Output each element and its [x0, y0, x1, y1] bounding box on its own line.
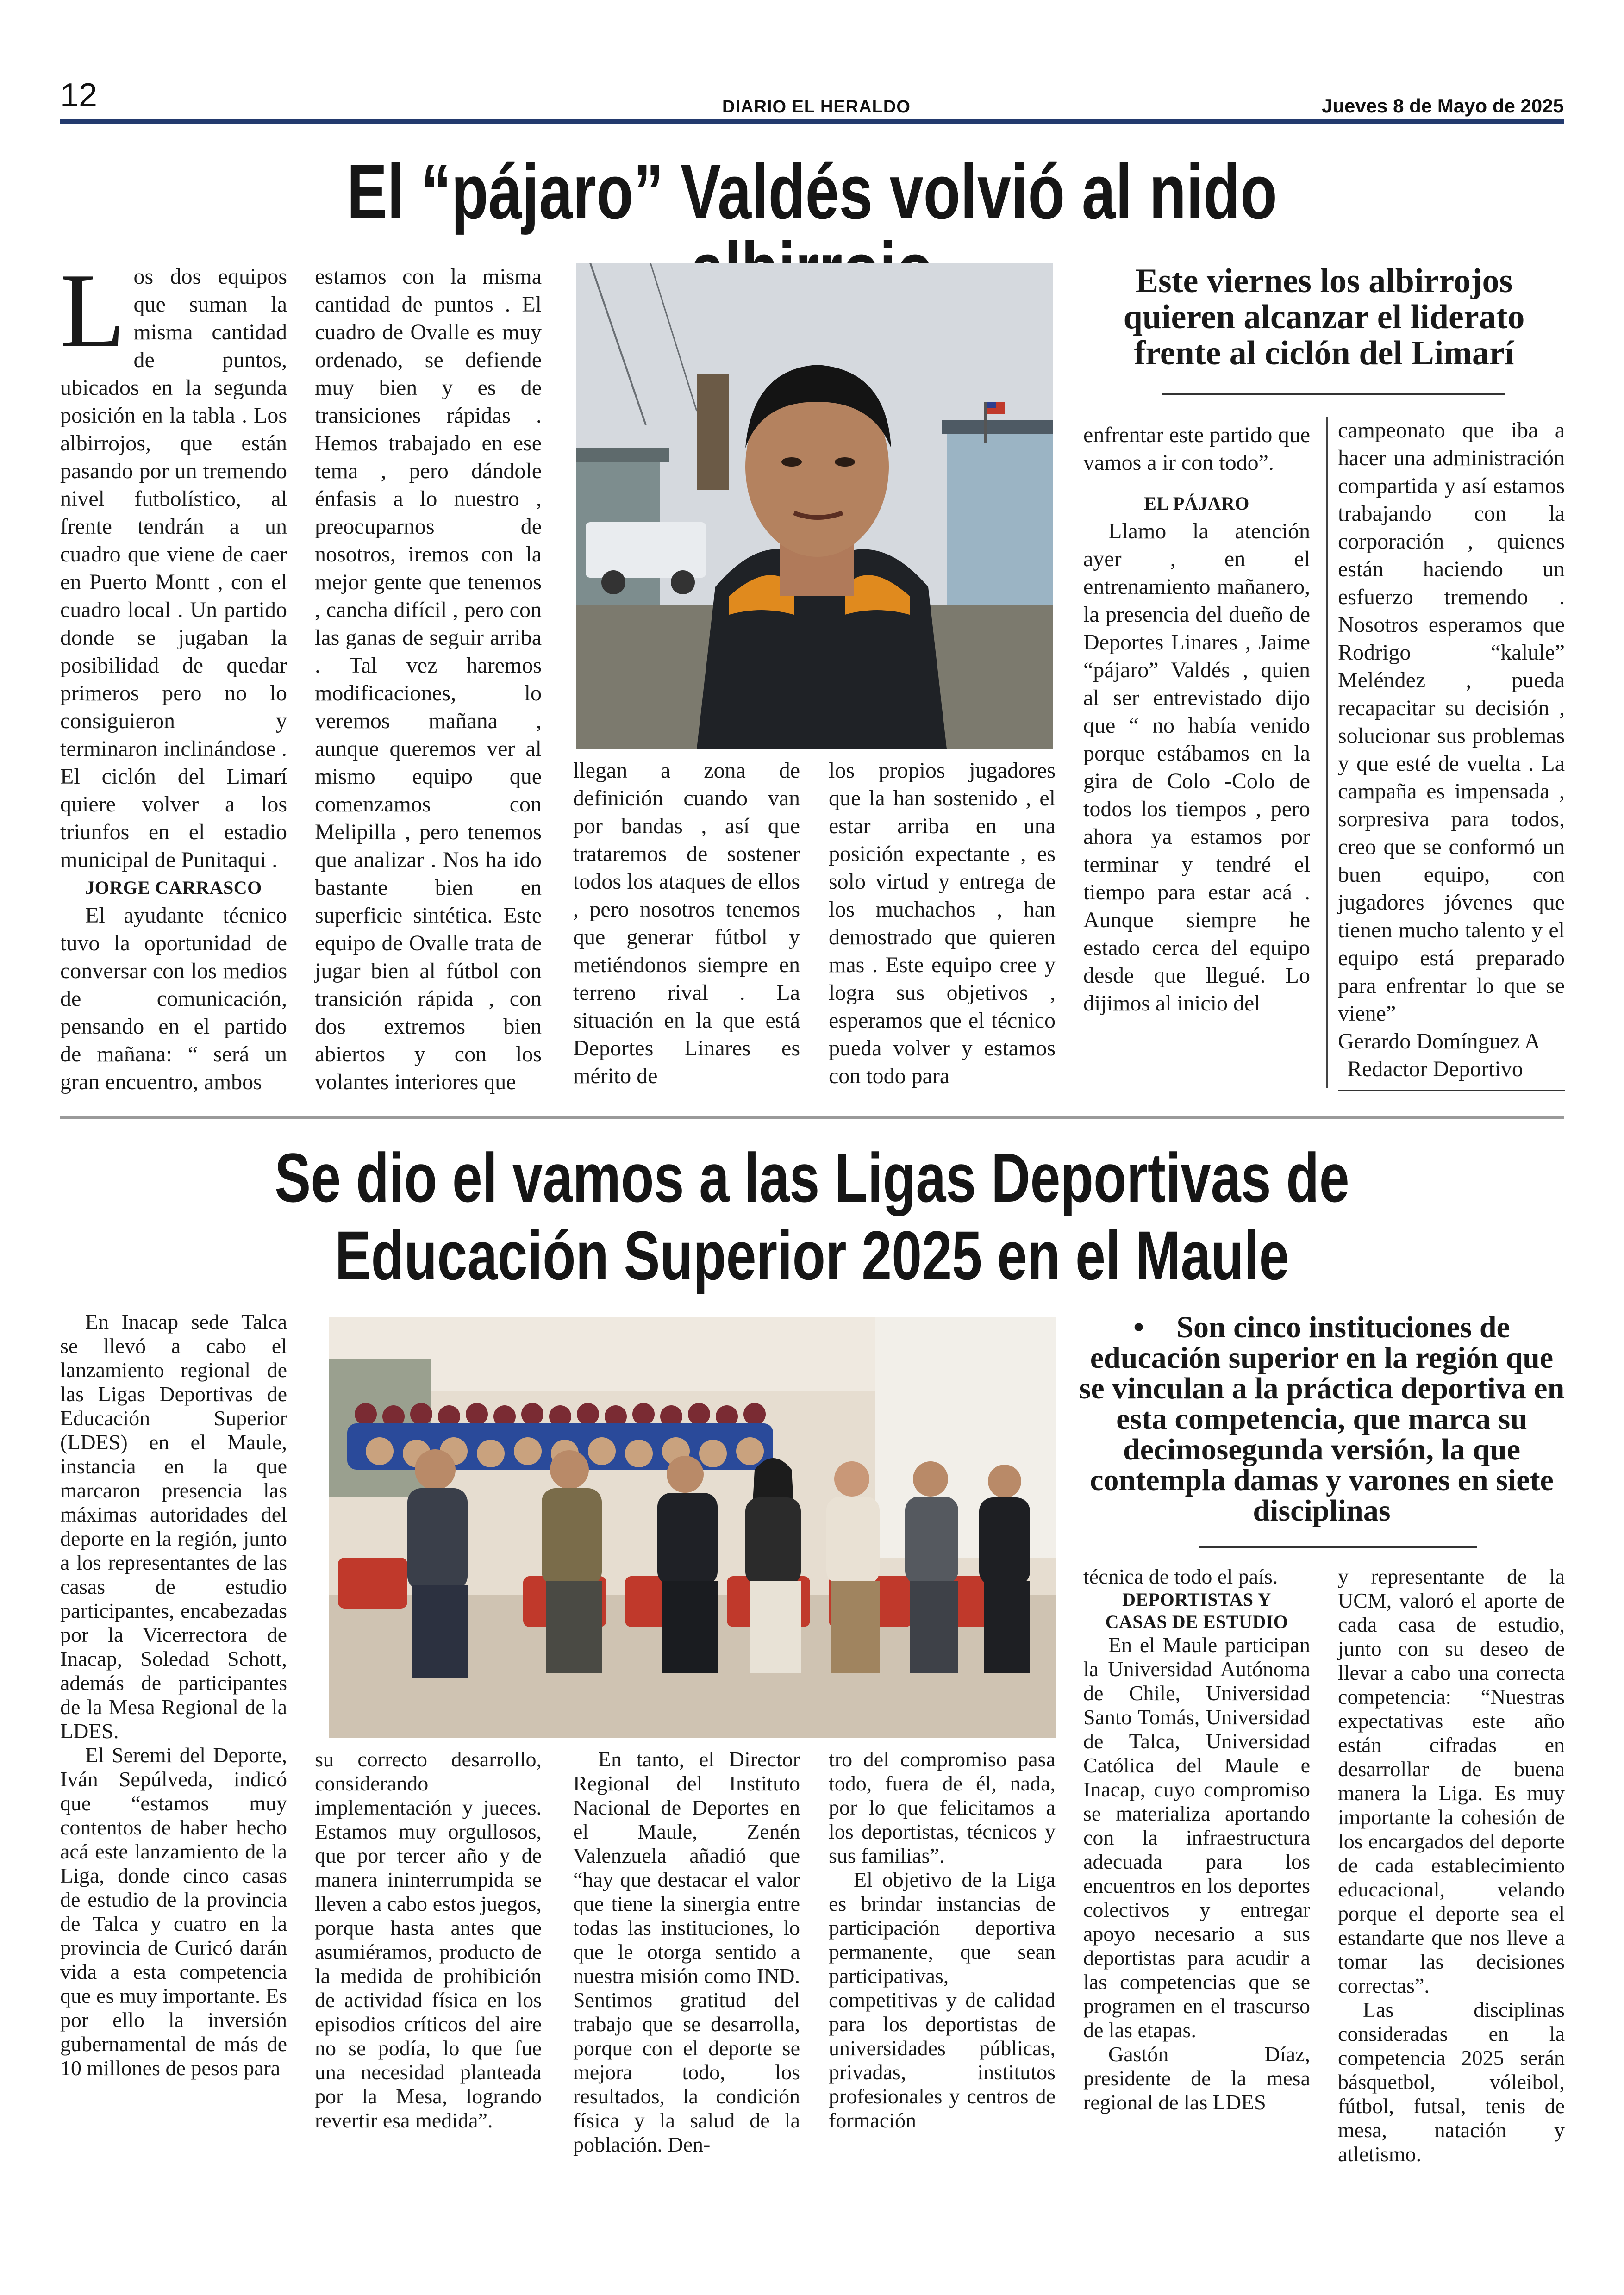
article1-column-4: [829, 757, 1056, 1090]
article1-end-rule: [1338, 1090, 1565, 1091]
article-separator: [60, 1116, 1564, 1119]
article2-byline-line-1: DEPORTISTAS Y: [1122, 1589, 1271, 1610]
article2-col4-paragraph-2: El objetivo de la Liga es brindar instancias de participación deportiva permanente, que sean participativas, competitivas y de calidad para los deportistas de universidades públicas, privadas, institutos profesionales y centros de formación: [829, 1868, 1056, 2132]
article2-column-3: [573, 1747, 800, 2157]
page-number: 12: [60, 77, 98, 114]
article1-col1-paragraph-2: El ayudante técnico tuvo la oportunidad de conversar con los medios de comunicación, pensando en el partido de mañana: “ será un gran encuentro, ambos: [60, 903, 287, 1094]
article1-col2-text: estamos con la misma cantidad de puntos . El cuadro de Ovalle es muy ordenado, se defiende muy bien y es de transiciones rápidas . Hemos trabajado en ese tema , pero dándole énfasis a lo nuestro , preocuparnos de nosotros, iremos con la mejor gente que tenemos , cancha difícil , pero con las ganas de seguir arriba . Tal vez haremos modificaciones, lo veremos mañana , aunque queremos ver al mismo equipo que comenzamos con Melipilla , pero tenemos que analizar . Nos ha ido bastante bien en superficie sintética. Este equipo de Ovalle trata de jugar bien al fútbol con transición rápida , con dos extremos bien abiertos y con los volantes interiores que: [315, 264, 542, 1094]
article2-column-5: [1083, 1565, 1310, 2114]
article2-headline-line-1: Se dio el vamos a las Ligas Deportivas de: [275, 1139, 1349, 1216]
article2-col6-paragraph-1: y representante de la UCM, valoró el aporte de cada casa de estudio, junto con su deseo de llevar a cabo una correcta competencia: “Nuestras expectativas este año están cifradas en desarrollar de buena manera la Liga. Es muy importante la cohesión de los encargados del deporte de cada establecimiento educacional, velando porque el deporte sea el estandarte que nos lleve a tomar las decisiones correctas”.: [1338, 1565, 1565, 1997]
article2-headline-line-2: Educación Superior 2025 en el Maule: [335, 1216, 1289, 1294]
article1-col5-paragraph-2: Llamo la atención ayer , en el entrenamiento mañanero, la presencia del dueño de Deportes Linares , Jaime “pájaro” Valdés , quien al ser entrevistado dijo que “ no había venido porque estábamos en la gira de Colo -Colo de todos los tiempos , pero ahora ya estamos por terminar y tendré el tiempo para estar acá . Aunque siempre he estado cerca del equipo desde que llegué. Lo dijimos al inicio del: [1083, 519, 1310, 1016]
article1-column-2: [315, 263, 542, 1096]
article1-column-1: [60, 251, 287, 1096]
article2-kicker-text: Son cinco instituciones de educación superior en la región que se vinculan a la práctica deportiva en esta competencia, que marca su decimosegunda versión, la que contempla damas y varones en siete disciplinas: [1079, 1310, 1565, 1528]
article2-byline-line-2: CASAS DE ESTUDIO: [1105, 1611, 1288, 1632]
article2-col4-paragraph-1: tro del compromiso pasa todo, fuera de él, nada, por lo que felicitamos a los deportistas, técnicos y sus familias”.: [829, 1747, 1056, 1867]
article2-col3-text: En tanto, el Director Regional del Instituto Nacional de Deportes en el Maule, Zenén Valenzuela añadió que “hay que destacar el valor que tiene la sinergia entre todas las instituciones, lo que le otorga sentido a nuestra misión como IND. Sentimos gratitud del trabajo que se desarrolla, porque con el deporte se mejora todo, los resultados, la condición física y la salud de la población. Den-: [573, 1747, 800, 2156]
article1-signature-title: Redactor Deportivo: [1347, 1057, 1523, 1081]
article2-col5-paragraph-3: Gastón Díaz, presidente de la mesa regional de las LDES: [1083, 2042, 1310, 2114]
article2-column-2: [315, 1747, 542, 2133]
article1-kicker: Este viernes los albirrojos quieren alcanzar el liderato frente al ciclón del Limarí: [1123, 262, 1525, 372]
article1-kicker-rule: [1162, 393, 1505, 395]
article2-col1-paragraph-2: El Seremi del Deporte, Iván Sepúlveda, indicó que “estamos muy contentos de haber hecho acá este lanzamiento de la Liga, donde cinco casas de estudio de la provincia de Talca y cuatro en la provincia de Curicó darán vida a esta competencia que es muy importante. Es por ello la inversión gubernamental de más de 10 millones de pesos para: [60, 1743, 287, 2080]
article2-col5-paragraph-2: En el Maule participan la Universidad Autónoma de Chile, Universidad Santo Tomás, Universidad de Talca, Universidad Católica del Maule e Inacap, cuyo compromiso se materializa aportando con la infraestructura adecuada para los encuentros en los deportes colectivos y entregar apoyo necesario a sus deportistas para acudir a las competencias que se programen en el trascurso de las etapas.: [1083, 1633, 1310, 2042]
article2-col5-paragraph-1: técnica de todo el país.: [1083, 1565, 1278, 1588]
article1-column-6: [1338, 417, 1565, 1083]
ldes-launch-photo-illustration: [329, 1317, 1056, 1738]
article2-column-6: [1338, 1565, 1565, 2166]
article2-column-1: [60, 1310, 287, 2080]
article1-signature-name: Gerardo Domínguez A: [1338, 1029, 1541, 1054]
article2-col2-text: su correcto desarrollo, considerando implementación y jueces. Estamos muy orgullosos, que por tercer año y de manera ininterrumpida se lleven a cabo estos juegos, porque hasta antes que asumiéramos, producto de la medida de prohibición de actividad física en los episodios críticos del aire no se podía, lo que fue una necesidad planteada por la Mesa, logrando revertir esa medida”.: [315, 1747, 542, 2132]
article1-headline: El “pájaro” Valdés volvió al nido: [347, 148, 1277, 235]
article2-col1-paragraph-1: En Inacap sede Talca se llevó a cabo el lanzamiento regional de las Ligas Deportivas de Educación Superior (LDES) en el Maule, instancia en la que marcaron presencia las máximas autoridades del deporte en la región, junto a los representantes de las casas de estudio participantes, encabezadas por la Vicerrectora de Inacap, Soledad Schott, además de participantes de la Mesa Regional de la LDES.: [60, 1310, 287, 1743]
article2-headline: [225, 1139, 1398, 1294]
article1-column-divider: [1326, 417, 1328, 1088]
article2-column-4: [829, 1747, 1056, 2133]
header-rule: [60, 119, 1564, 124]
issue-date: Jueves 8 de Mayo de 2025: [1322, 95, 1564, 117]
valdes-photo-illustration: [576, 263, 1053, 749]
article1-byline-pajaro: EL PÁJARO: [1144, 493, 1249, 514]
article2-kicker: [1079, 1312, 1565, 1526]
article1-col4-text: los propios jugadores que la han sostenido , el estar arriba en una posición expectante , es solo virtud y entrega de los muchachos , han demostrado que quieren mas . Este equipo cree y logra sus objetivos , esperamos que el técnico pueda volver y estamos con todo para: [829, 758, 1056, 1088]
article1-col6-text: campeonato que iba a hacer una administración compartida y así estamos trabajando con la corporación , quienes están haciendo un esfuerzo tremendo . Nosotros esperamos que Rodrigo “kalule” Meléndez , pueda recapacitar su decisión , solucionar sus problemas y que esté de vuelta . La campaña es impensada , sorpresiva para todos, creo que se conformó un buen equipo, con jugadores jóvenes que tienen mucho talento y el equipo está preparado para enfrentar lo que se viene”: [1338, 418, 1565, 1026]
valdes-photo: [576, 263, 1053, 749]
article1-col3-text: llegan a zona de definición cuando van por bandas , así que trataremos de sostener todos los ataques de ellos , pero nosotros tenemos que generar fútbol y metiéndonos siempre en terreno rival . La situación en la que está Deportes Linares es mérito de: [573, 758, 800, 1088]
article1-dropcap: L: [60, 251, 125, 369]
article1-col5-paragraph-1: enfrentar este partido que vamos a ir con todo”.: [1083, 423, 1310, 475]
paper-name: DIARIO EL HERALDO: [722, 97, 911, 117]
article1-column-3: [573, 757, 800, 1090]
ldes-launch-photo: [329, 1317, 1056, 1738]
article1-byline-jorge: JORGE CARRASCO: [85, 877, 262, 898]
article2-col6-paragraph-2: Las disciplinas consideradas en la competencia 2025 serán básquetbol, vóleibol, fútbol, futsal, tenis de mesa, natación y atletismo.: [1338, 1998, 1565, 2166]
article1-col1-paragraph-1: os dos equipos que suman la misma cantidad de puntos, ubicados en la segunda posición en la tabla . Los albirrojos, que están pasando por un tremendo nivel futbolístico, al frente tendrán a un cuadro que viene de caer en Puerto Montt , con el cuadro local . Un partido donde se jugaban la posibilidad de quedar primeros pero no lo consiguieron y terminaron inclinándose . El ciclón del Limarí quiere volver a los triunfos en el estadio municipal de Punitaqui .: [60, 264, 287, 872]
article1-column-5: [1083, 421, 1310, 1017]
article2-kicker-rule: [1199, 1546, 1477, 1548]
article2-kicker-bullet: •: [1133, 1310, 1144, 1344]
